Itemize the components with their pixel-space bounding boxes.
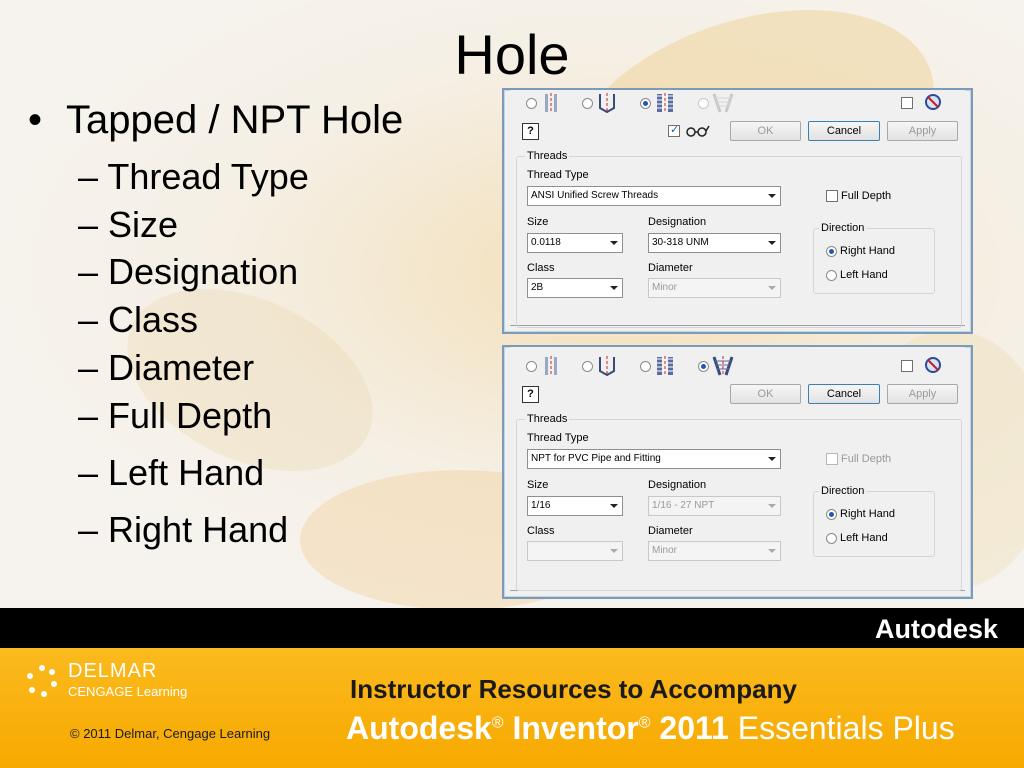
class-select[interactable] [527, 278, 623, 298]
size-label: Size [527, 479, 549, 491]
registered-mark: ® [638, 714, 651, 732]
no-entry-icon[interactable] [924, 356, 942, 374]
sub-bullet: – Size [78, 204, 179, 245]
bullet-main-text: Tapped / NPT Hole [66, 98, 404, 142]
sub-bullet: – Class [78, 299, 199, 340]
glasses-icon [685, 123, 711, 139]
tapped-hole-radio[interactable] [640, 98, 651, 109]
direction-group-label: Direction [821, 222, 865, 234]
diameter-value: Minor [652, 282, 678, 293]
full-depth-checkbox[interactable] [826, 453, 838, 465]
class-label: Class [527, 262, 555, 274]
simple-hole-radio[interactable] [526, 98, 537, 109]
delmar-wordmark: DELMAR [68, 660, 158, 682]
taper-tapped-hole-radio[interactable] [698, 98, 709, 109]
designation-label: Designation [648, 479, 707, 491]
taper-tapped-hole-radio[interactable] [698, 361, 709, 372]
bullet-dot: • [28, 98, 43, 142]
sub-bullet: – Diameter [78, 347, 255, 388]
product-edition: Essentials Plus [728, 710, 955, 746]
help-button[interactable]: ? [522, 123, 539, 140]
designation-select[interactable] [648, 233, 781, 253]
dialog-body [510, 347, 965, 591]
taper-tapped-hole-icon [712, 93, 734, 113]
diameter-select[interactable] [648, 541, 781, 561]
glasses-checkbox[interactable] [668, 125, 680, 137]
threads-group-label: Threads [527, 413, 568, 425]
hole-dialog-tapped [502, 88, 973, 334]
cancel-button[interactable]: Cancel [808, 384, 880, 404]
designation-value: 30-318 UNM [652, 237, 709, 248]
class-value: 2B [531, 282, 544, 293]
no-entry-icon[interactable] [924, 93, 942, 111]
tapped-hole-icon [654, 93, 676, 113]
right-hand-radio[interactable] [826, 509, 837, 520]
footer-orange-band [0, 648, 1024, 768]
help-button[interactable]: ? [522, 386, 539, 403]
ok-button[interactable]: OK [730, 121, 801, 141]
size-value: 1/16 [531, 500, 551, 511]
sub-bullet: – Thread Type [78, 156, 309, 197]
preview-checkbox[interactable] [901, 97, 913, 109]
autodesk-logo: Autodesk [874, 614, 998, 644]
left-hand-radio[interactable] [826, 533, 837, 544]
threads-group-label: Threads [527, 150, 568, 162]
copyright-text: © 2011 Delmar, Cengage Learning [70, 726, 271, 741]
instructor-resources-title: Instructor Resources to Accompany [350, 674, 797, 704]
right-hand-label: Right Hand [840, 508, 896, 520]
left-hand-label: Left Hand [840, 269, 888, 281]
delmar-logo-icon [22, 662, 62, 702]
direction-group-label: Direction [821, 485, 865, 497]
size-select[interactable] [527, 233, 623, 253]
designation-label: Designation [648, 216, 707, 228]
dialog-body [510, 90, 965, 326]
right-hand-radio[interactable] [826, 246, 837, 257]
product-year: 2011 [650, 710, 729, 746]
cancel-button[interactable]: Cancel [808, 121, 880, 141]
simple-hole-radio[interactable] [526, 361, 537, 372]
sub-bullet: – Designation [78, 251, 299, 292]
thread-type-value: NPT for PVC Pipe and Fitting [531, 453, 661, 464]
full-depth-label: Full Depth [841, 190, 892, 202]
direction-group [813, 228, 935, 294]
left-hand-label: Left Hand [840, 532, 888, 544]
full-depth-label: Full Depth [841, 453, 892, 465]
product-name-inventor: Inventor [503, 710, 639, 746]
simple-hole-icon [540, 93, 562, 113]
apply-button[interactable]: Apply [887, 121, 958, 141]
diameter-label: Diameter [648, 525, 693, 537]
left-hand-radio[interactable] [826, 270, 837, 281]
clearance-hole-radio[interactable] [582, 361, 593, 372]
designation-value: 1/16 - 27 NPT [652, 500, 715, 511]
clearance-hole-radio[interactable] [582, 98, 593, 109]
thread-type-select[interactable] [527, 449, 781, 469]
size-value: 0.0118 [531, 237, 561, 248]
class-label: Class [527, 525, 555, 537]
thread-type-label: Thread Type [527, 432, 589, 444]
diameter-value: Minor [652, 545, 678, 556]
clearance-hole-icon [596, 93, 618, 113]
tapped-hole-radio[interactable] [640, 361, 651, 372]
sub-bullet: – Full Depth [78, 395, 273, 436]
apply-button[interactable]: Apply [887, 384, 958, 404]
hole-dialog-npt [502, 345, 973, 599]
sub-bullet: – Right Hand [78, 509, 289, 550]
product-title [346, 710, 955, 747]
diameter-select[interactable] [648, 278, 781, 298]
class-select[interactable] [527, 541, 623, 561]
direction-group [813, 491, 935, 557]
registered-mark: ® [491, 714, 504, 732]
tapped-hole-icon [654, 356, 676, 376]
bullet-main [28, 98, 403, 143]
footer-black-band [0, 608, 1024, 648]
slide-title: Hole [454, 23, 570, 86]
size-label: Size [527, 216, 549, 228]
full-depth-checkbox[interactable] [826, 190, 838, 202]
preview-checkbox[interactable] [901, 360, 913, 372]
thread-type-select[interactable] [527, 186, 781, 206]
cengage-wordmark: CENGAGE Learning [68, 684, 188, 699]
designation-select[interactable] [648, 496, 781, 516]
product-name-autodesk: Autodesk [346, 710, 492, 746]
thread-type-label: Thread Type [527, 169, 589, 181]
size-select[interactable] [527, 496, 623, 516]
taper-tapped-hole-icon [712, 356, 734, 376]
ok-button[interactable]: OK [730, 384, 801, 404]
simple-hole-icon [540, 356, 562, 376]
right-hand-label: Right Hand [840, 245, 896, 257]
sub-bullet: – Left Hand [78, 452, 265, 493]
diameter-label: Diameter [648, 262, 693, 274]
clearance-hole-icon [596, 356, 618, 376]
thread-type-value: ANSI Unified Screw Threads [531, 190, 659, 201]
